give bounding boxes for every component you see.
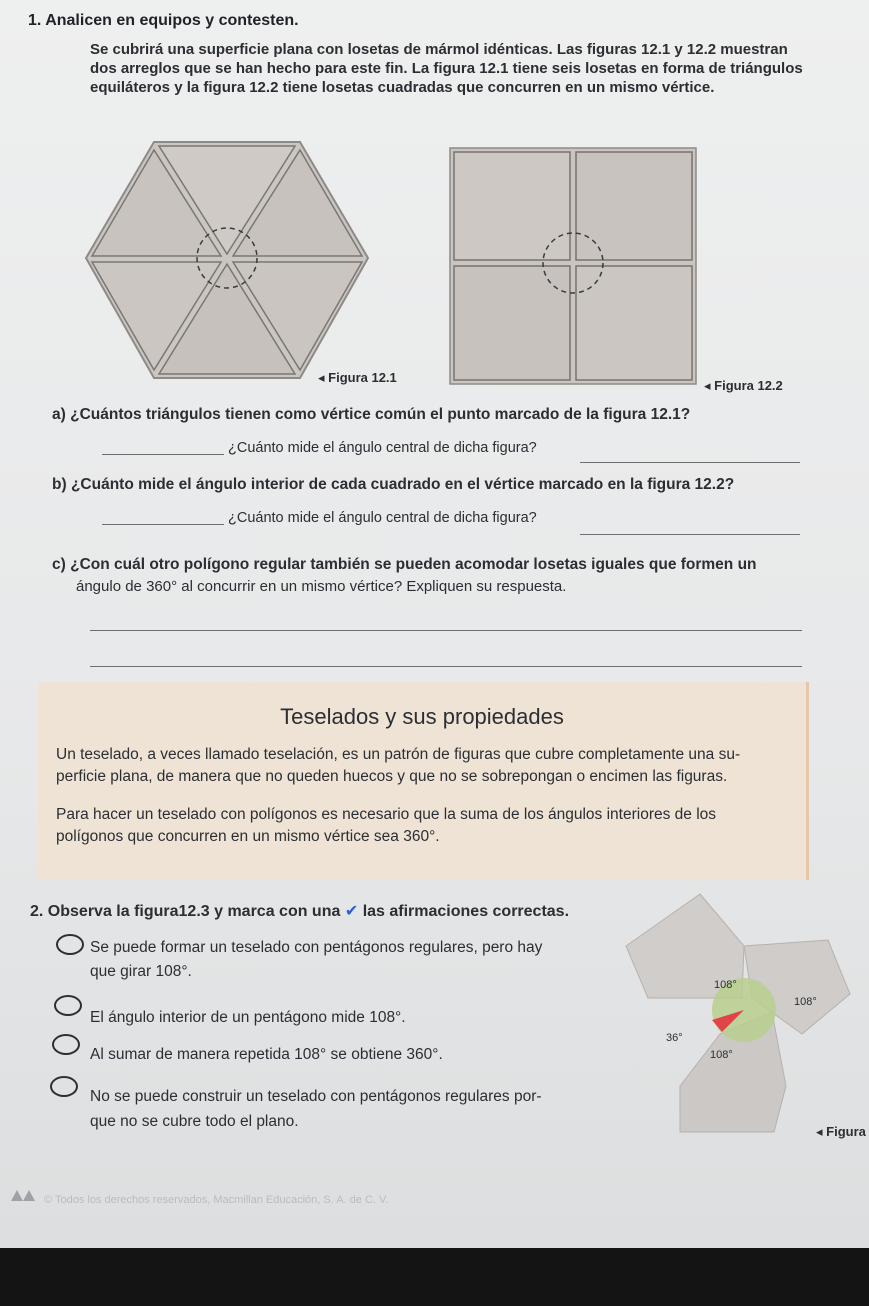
square-tile-2 — [576, 152, 692, 260]
figure-12-3-pentagons — [618, 890, 868, 1140]
angle-label-1: 108° — [714, 979, 737, 991]
figure-12-1-hexagon — [82, 138, 372, 388]
question-c-line2: ángulo de 360° al concurrir en un mismo vértice? Expliquen su respuesta. — [76, 578, 567, 595]
info-box-paragraph-1b: perficie plana, de manera que no queden huecos y que no se sobrepongan o encimen las figuras. — [56, 768, 728, 785]
option-1-line-1: Se puede formar un teselado con pentágonos regulares, pero hay — [90, 939, 543, 956]
figure-12-3-label: ◂ Figura — [816, 1124, 866, 1139]
item-label: a) — [52, 406, 66, 423]
question-b-sub: ¿Cuánto mide el ángulo central de dicha figura? — [228, 510, 537, 526]
answer-line-c2[interactable] — [90, 666, 802, 667]
question-2-title — [30, 901, 569, 921]
option-3-checkbox[interactable] — [52, 1034, 80, 1055]
answer-line-a1[interactable] — [102, 454, 224, 455]
info-box-paragraph-2a: Para hacer un teselado con polígonos es necesario que la suma de los ángulos interiores de los — [56, 806, 717, 823]
option-4-checkbox[interactable] — [50, 1076, 78, 1097]
copyright-footer: © Todos los derechos reservados, Macmillan Educación, S. A. de C. V. — [44, 1194, 389, 1206]
answer-line-a2[interactable] — [580, 462, 800, 463]
question-title-text: Analicen en equipos y contesten. — [45, 12, 299, 29]
angle-label-3: 108° — [710, 1049, 733, 1061]
figure-12-1-label: ◂ Figura 12.1 — [318, 370, 397, 385]
question-title-text: las afirmaciones correctas. — [362, 903, 570, 920]
answer-line-b1[interactable] — [102, 524, 224, 525]
item-text: ¿Cuántos triángulos tienen como vértice común el punto marcado de la figura 12.1? — [70, 406, 691, 423]
option-2-text: El ángulo interior de un pentágono mide 108°. — [90, 1009, 406, 1026]
item-label: b) — [52, 476, 67, 493]
option-4-line-1: No se puede construir un teselado con pentágonos regulares por- — [90, 1088, 542, 1105]
question-number: 1. — [28, 12, 42, 29]
option-1-checkbox[interactable] — [56, 934, 84, 955]
question-1-title — [28, 12, 299, 30]
answer-line-c1[interactable] — [90, 630, 802, 631]
info-box-paragraph-2b: polígonos que concurren en un mismo vértice sea 360°. — [56, 828, 440, 845]
item-text: ¿Con cuál otro polígono regular también se pueden acomodar losetas iguales que formen un — [70, 556, 757, 573]
item-label: c) — [52, 556, 66, 573]
info-box-paragraph-1a: Un teselado, a veces llamado teselación, es un patrón de figuras que cubre completamente una su- — [56, 746, 741, 763]
angle-label-2: 108° — [794, 996, 817, 1008]
question-c — [52, 556, 757, 574]
option-3-text: Al sumar de manera repetida 108° se obtiene 360°. — [90, 1046, 443, 1063]
question-a — [52, 406, 690, 424]
publisher-logo-icon — [10, 1188, 38, 1202]
angle-label-gap: 36° — [666, 1032, 683, 1044]
figure-12-2-label: ◂ Figura 12.2 — [704, 378, 783, 393]
option-1-line-2: que girar 108°. — [90, 963, 192, 980]
square-tile-3 — [454, 266, 570, 380]
question-title-text: Observa la figura12.3 y marca con una — [47, 903, 341, 920]
figure-12-2-squares — [448, 146, 698, 386]
dark-bottom-area — [0, 1248, 869, 1306]
item-text: ¿Cuánto mide el ángulo interior de cada cuadrado en el vértice marcado en la figura 12.2? — [70, 476, 735, 493]
info-box-title: Teselados y sus propiedades — [280, 704, 564, 729]
question-b — [52, 476, 734, 494]
answer-line-b2[interactable] — [580, 534, 800, 535]
info-box — [38, 682, 809, 880]
option-4-line-2: que no se cubre todo el plano. — [90, 1113, 299, 1130]
square-tile-1 — [454, 152, 570, 260]
square-tile-4 — [576, 266, 692, 380]
option-2-checkbox[interactable] — [54, 995, 82, 1016]
question-a-sub: ¿Cuánto mide el ángulo central de dicha figura? — [228, 440, 537, 456]
question-number: 2. — [30, 903, 44, 920]
question-1-intro: Se cubrirá una superficie plana con losetas de mármol idénticas. Las figuras 12.1 y 12.2 muestran dos arreglos que se han hecho para este fin. La figura 12.1 tiene seis losetas en forma de triángulos equiláteros y la figura 12.2 tiene losetas cuadradas que concurren en un mismo vértice. — [90, 41, 803, 96]
checkmark-icon: ✔ — [344, 903, 359, 920]
